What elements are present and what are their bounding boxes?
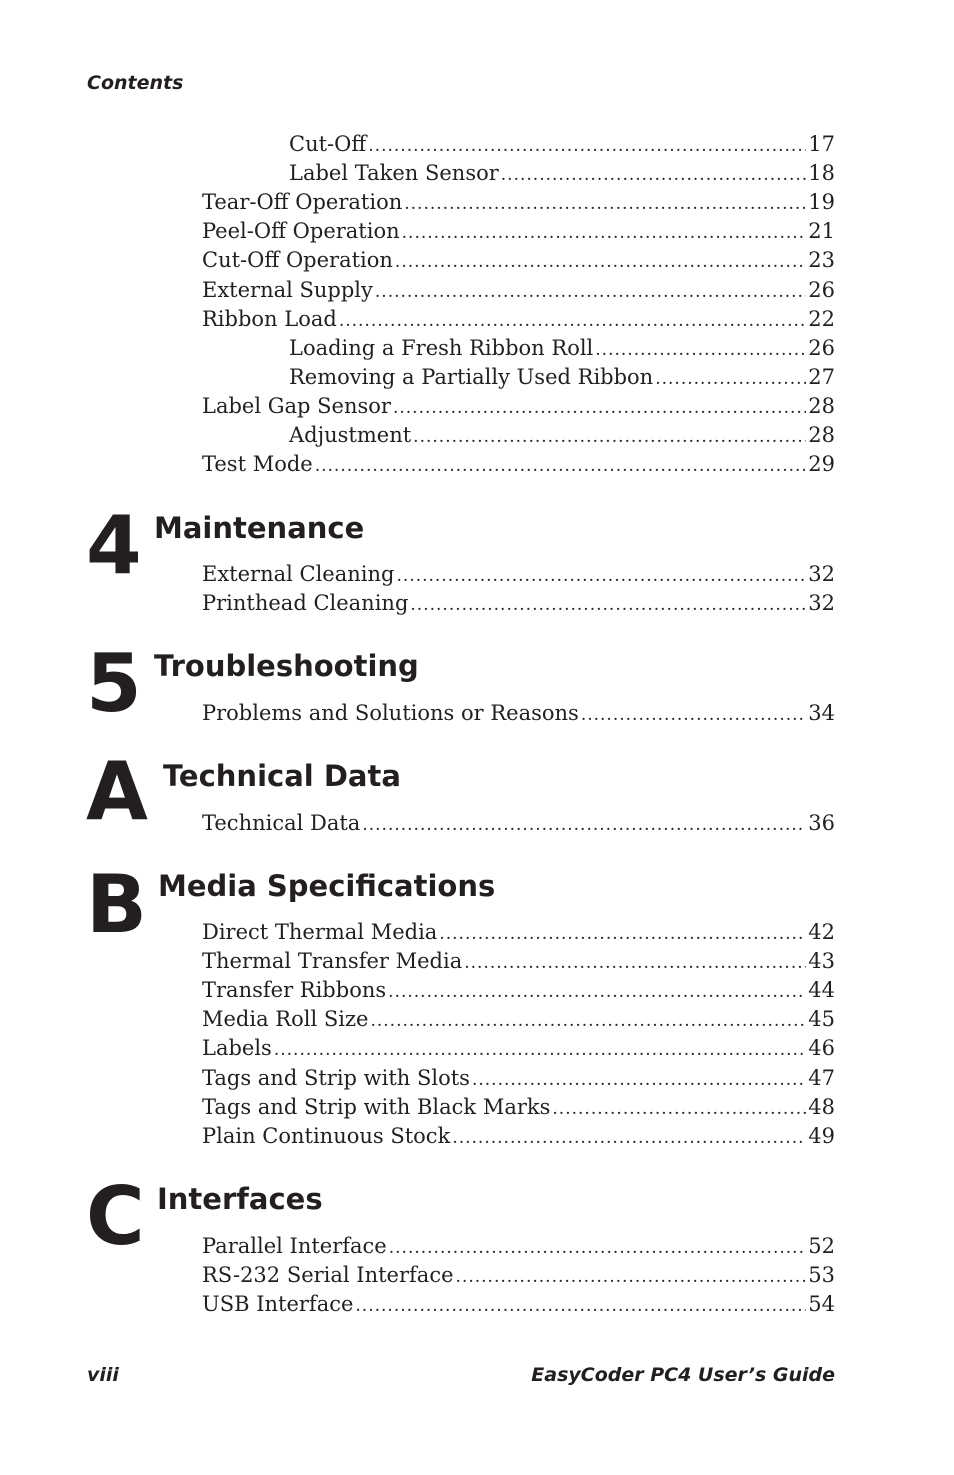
chapter-title[interactable]: Maintenance [154,511,365,545]
chapter-number: 5 [86,637,139,730]
toc-entry[interactable] [289,421,835,450]
toc-entry-title: Label Gap Sensor [202,393,391,418]
dot-leader [472,1066,806,1093]
dot-leader [339,307,806,334]
toc-entry[interactable] [202,918,835,947]
toc-entry[interactable] [202,589,835,618]
toc-entry[interactable] [202,947,835,976]
dot-leader [375,278,806,305]
dot-leader [581,701,806,728]
toc-entry-title: Loading a Fresh Ribbon Roll [289,335,594,360]
toc-entry[interactable] [289,130,835,159]
toc-entry-page: 45 [808,1007,835,1032]
toc-entry-title: Problems and Solutions or Reasons [202,701,579,725]
toc-entry[interactable] [202,560,835,589]
toc-entry[interactable] [202,976,835,1005]
toc-entry[interactable] [202,188,835,217]
toc-entry-page: 19 [808,190,835,215]
toc-entry[interactable] [202,450,835,479]
toc-entry-title: Tags and Strip with Slots [202,1065,470,1090]
toc-entry-title: Tags and Strip with Black Marks [202,1094,551,1119]
chapter-title[interactable]: Interfaces [157,1182,323,1216]
toc-entry[interactable] [202,392,835,421]
toc-entry-page: 26 [808,335,835,360]
toc-entry-title: Media Roll Size [202,1007,369,1032]
toc-entry-page: 32 [808,591,835,616]
toc-entry-page: 23 [808,248,835,273]
chapter-number: B [86,858,144,951]
toc-entry-page: 28 [808,393,835,418]
chapter-title[interactable]: Troubleshooting [154,649,419,683]
toc-entry-page: 36 [808,811,835,835]
toc-entry-title: Cut-Off Operation [202,248,393,273]
toc-entry-page: 28 [808,423,835,447]
footer-page-number: viii [87,1364,119,1386]
toc-entry-title: External Supply [202,277,373,302]
toc-entry[interactable] [202,1232,835,1261]
running-header: Contents [87,72,184,94]
toc-entry-title: Thermal Transfer Media [202,949,463,974]
toc-entry-title: Transfer Ribbons [202,978,387,1003]
toc-entry-page: 48 [808,1094,835,1119]
dot-leader [501,161,806,188]
toc-entry[interactable] [202,1261,835,1290]
dot-leader [315,452,807,479]
chapter-number: C [86,1170,142,1263]
toc-entry-page: 49 [808,1123,835,1148]
toc-entry-title: Cut-Off [289,132,367,156]
dot-leader [355,1292,806,1319]
toc-entry-page: 52 [808,1234,835,1258]
toc-entry-title: Printhead Cleaning [202,591,409,616]
dot-leader [452,1124,806,1151]
dot-leader [595,336,806,363]
toc-entry[interactable] [202,1122,835,1151]
toc-entry[interactable] [202,809,835,838]
dot-leader [388,978,806,1005]
toc-entry-page: 27 [808,364,835,389]
toc-entry-title: Parallel Interface [202,1234,387,1258]
toc-entry[interactable] [202,276,835,305]
dot-leader [456,1263,807,1290]
dot-leader [439,920,806,947]
toc-entry-title: RS-232 Serial Interface [202,1263,454,1288]
toc-entry[interactable] [202,1290,835,1319]
toc-entry[interactable] [202,699,835,728]
dot-leader [464,949,806,976]
dot-leader [402,219,807,246]
toc-entry-page: 44 [808,978,835,1003]
toc-entry-page: 22 [808,306,835,331]
toc-entry[interactable] [202,1034,835,1063]
footer-book-title: EasyCoder PC4 User’s Guide [531,1364,835,1386]
toc-entry-title: Removing a Partially Used Ribbon [289,364,654,389]
toc-entry-page: 53 [808,1263,835,1288]
dot-leader [410,591,806,618]
toc-entry[interactable] [202,1064,835,1093]
toc-entry-title: Adjustment [289,423,412,447]
dot-leader [396,562,806,589]
toc-entry[interactable] [289,363,835,392]
toc-entry-page: 32 [808,562,835,586]
toc-entry[interactable] [202,217,835,246]
toc-entry-page: 54 [808,1292,835,1317]
dot-leader [404,190,806,217]
toc-entry-page: 43 [808,949,835,974]
toc-entry-page: 21 [808,219,835,244]
toc-entry[interactable] [202,1093,835,1122]
dot-leader [655,365,806,392]
toc-entry[interactable] [202,305,835,334]
toc-entry[interactable] [202,246,835,275]
toc-entry-title: Direct Thermal Media [202,920,438,944]
toc-entry[interactable] [202,1005,835,1034]
toc-entry-title: USB Interface [202,1292,354,1317]
chapter-number: A [86,745,145,838]
toc-entry[interactable] [289,334,835,363]
dot-leader [389,1234,807,1261]
toc-entry[interactable] [289,159,835,188]
dot-leader [552,1095,806,1122]
dot-leader [393,394,806,421]
toc-entry-title: Labels [202,1036,272,1061]
chapter-title[interactable]: Technical Data [163,759,401,793]
toc-entry-title: Peel-Off Operation [202,219,400,244]
dot-leader [274,1036,806,1063]
toc-entry-title: Tear-Off Operation [202,190,403,215]
toc-entry-page: 29 [808,452,835,477]
toc-entry-page: 17 [808,132,835,156]
dot-leader [395,248,806,275]
toc-entry-title: External Cleaning [202,562,395,586]
toc-entry-page: 46 [808,1036,835,1061]
toc-entry-title: Technical Data [202,811,361,835]
dot-leader [413,423,806,450]
toc-entry-title: Label Taken Sensor [289,161,499,186]
chapter-number: 4 [86,499,139,592]
dot-leader [370,1007,806,1034]
toc-entry-title: Plain Continuous Stock [202,1123,451,1148]
toc-entry-title: Ribbon Load [202,306,337,331]
toc-entry-page: 18 [808,161,835,186]
dot-leader [368,132,806,159]
toc-entry-page: 42 [808,920,835,944]
toc-entry-page: 34 [808,701,835,725]
toc-entry-page: 47 [808,1065,835,1090]
toc-entry-page: 26 [808,277,835,302]
toc-entry-title: Test Mode [202,452,313,477]
dot-leader [362,811,806,838]
chapter-title[interactable]: Media Specifications [158,869,496,903]
